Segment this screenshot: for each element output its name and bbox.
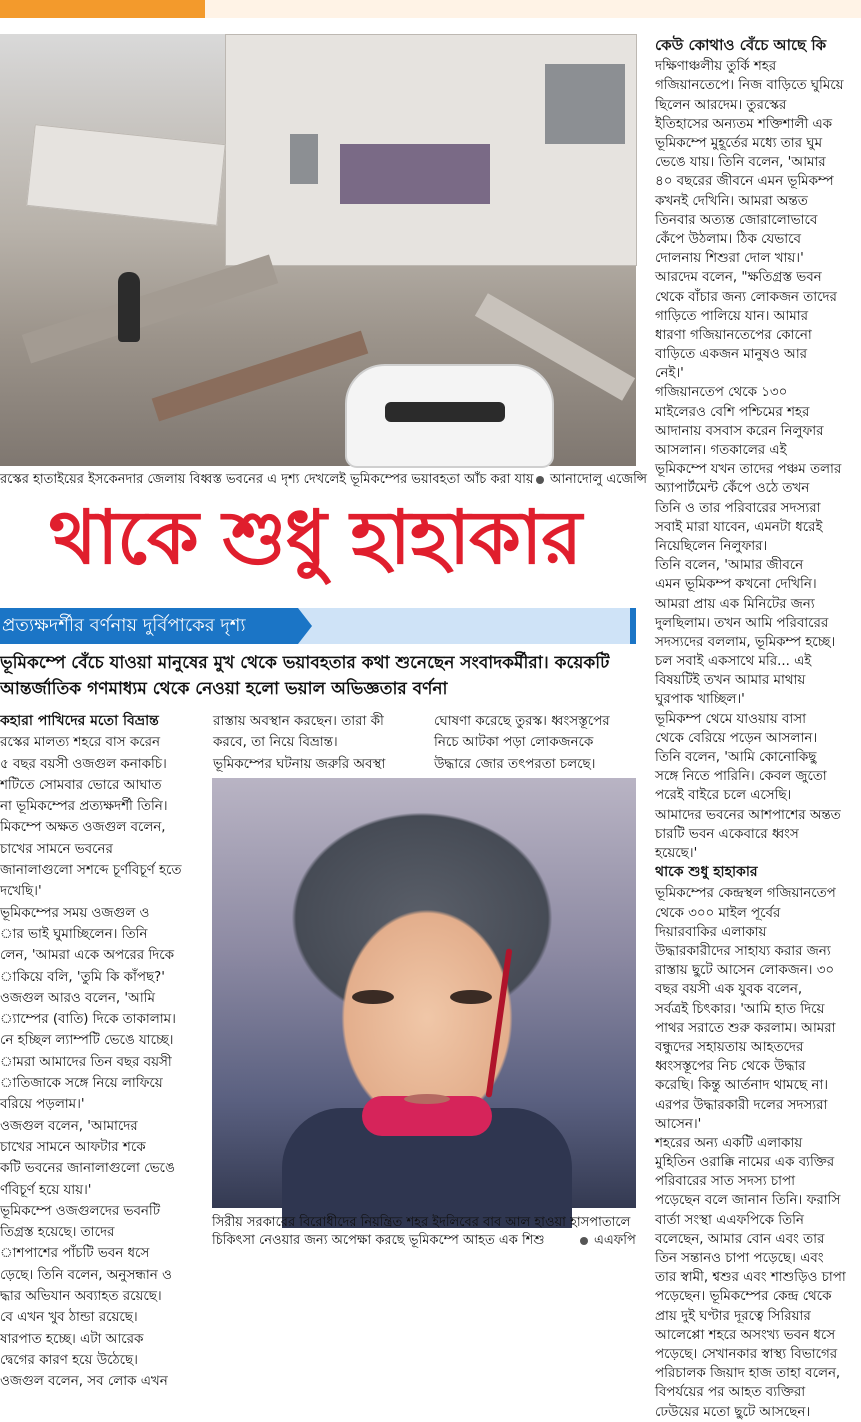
sidebar-line: আসলান। গতকালের এই xyxy=(655,443,787,459)
sidebar-subhead: থাকে শুধু হাহাকার xyxy=(655,864,758,881)
column-1-line: বে এখন খুব ঠান্ডা রয়েছে। xyxy=(0,1310,138,1326)
column-1-line: কহারা পাখিদের মতো বিভ্রান্ত xyxy=(0,713,159,729)
column-1-line: ভূমিকম্পের সময় ওজগুল ও xyxy=(0,905,150,921)
column-2-line: করবে, তা নিয়ে বিভ্রান্ত। xyxy=(213,735,338,751)
column-1-line: মিকম্পে অক্ষত ওজগুল বলেন, xyxy=(0,820,166,836)
article-column-1 xyxy=(0,711,200,1393)
sidebar-line: ভূমিকম্প থেমে যাওয়ায় বাসা xyxy=(655,711,806,727)
column-1-line: জানালাগুলো সশব্দে চূর্ণবিচূর্ণ হতে xyxy=(0,863,182,879)
sidebar-line: তিন সন্তানও চাপা পড়েছে। এবং xyxy=(655,1251,824,1267)
column-1-line: বরিয়ে পড়লাম।' xyxy=(0,1097,85,1113)
sidebar-line: মুহিতিন ওরাক্কি নামের এক ব্যক্তির xyxy=(655,1155,835,1171)
rescuer-figure xyxy=(118,272,140,342)
sidebar-line: কেঁপে উঠলাম। ঠিক যেভাবে xyxy=(655,231,801,247)
sidebar-line: তার স্বামী, শ্বশুর এবং শাশুড়িও চাপা xyxy=(655,1270,846,1286)
sidebar-line: তিনি বলেন, 'আমার জীবনে xyxy=(655,558,804,574)
sidebar-line: ধ্বংসস্তূপের নিচ থেকে উদ্ধার xyxy=(655,1059,806,1075)
sidebar-line: দিয়ারবাকির এলাকায় xyxy=(655,924,767,940)
sidebar-line: অ্যাপার্টমেন্ট কেঁপে ওঠে তখন xyxy=(655,481,810,497)
column-1-line: ড়েছে। তিনি বলেন, অনুসন্ধান ও xyxy=(0,1267,172,1283)
photo2-credit: এএফপি xyxy=(580,1232,636,1250)
column-1-line: না ভূমিকম্পের প্রত্যক্ষদর্শী তিনি। xyxy=(0,799,168,815)
intro-line: আন্তর্জাতিক গণমাধ্যম থেকে নেওয়া হলো ভয়াল অভিজ্ঞতার বর্ণনা xyxy=(0,679,448,699)
column-1-line: র্ণবিচূর্ণ হয়ে যায়।' xyxy=(0,1182,92,1198)
sidebar-line: মাইলেরও বেশি পশ্চিমের শহর xyxy=(655,404,810,420)
sidebar-line: সদস্যদের বললাম, ভূমিকম্প হচ্ছে। xyxy=(655,634,836,650)
photo2-caption-line: সিরীয় সরকারের বিরোধীদের নিয়ন্ত্রিত শহর ইদলিবের বাব আল হাওয়া হাসপাতালে xyxy=(212,1215,631,1230)
column-1-line: দ্ধার অভিযান অব্যাহত রয়েছে। xyxy=(0,1289,162,1305)
sidebar-line: পড়েছেন। ভূমিকম্পের কেন্দ্র থেকে xyxy=(655,1289,832,1305)
sidebar-line: এরপর উদ্ধারকারী দলের সদস্যরা xyxy=(655,1097,828,1113)
column-1-line: নে হচ্ছিল ল্যাম্পটি ভেঙে যাচ্ছে। xyxy=(0,1033,174,1049)
sidebar-line: শহরের অন্য একটি এলাকায় xyxy=(655,1135,803,1151)
top-color-bar xyxy=(0,0,861,18)
credit-dot-icon xyxy=(536,476,544,484)
column-1-line: াতিজাকে সঙ্গে নিয়ে লাফিয়ে xyxy=(0,1076,163,1092)
sidebar-line: বন্ধুদের সহায়তায় আহতদের xyxy=(655,1039,804,1055)
sidebar-line: পড়েছেন বলে জানান তিনি। ফরাসি xyxy=(655,1193,841,1209)
article-column-3 xyxy=(434,711,639,775)
sidebar-line: চারটি ভবন একেবারে ধ্বংস xyxy=(655,826,799,842)
sidebar-line: বিপর্যয়ের পর আহত ব্যক্তিরা xyxy=(655,1385,806,1401)
sidebar-line: দক্ষিণাঞ্চলীয় তুর্কি শহর xyxy=(655,59,777,75)
sidebar-line: দোলনায় শিশুরা দোল খায়।' xyxy=(655,251,804,267)
banner-end-bar xyxy=(630,608,636,644)
sidebar-line: থেকে বাঁচার জন্য লোকজন তাদের xyxy=(655,289,837,305)
column-1-line: রস্কের মালত্য শহরে বাস করেন xyxy=(0,735,161,751)
sidebar-line: গাড়িতে পালিয়ে যান। আমার xyxy=(655,308,808,324)
intro-paragraph xyxy=(0,650,636,702)
column-1-line: াশপাশের পাঁচটি ভবন ধসে xyxy=(0,1246,150,1262)
sidebar-line: পরিবারের সাত সদস্য চাপা xyxy=(655,1174,795,1190)
sidebar-line: রাস্তায় ছুটে আসেন লোকজন। ৩০ xyxy=(655,963,835,979)
column-1-line: কটি ভবনের জানালাগুলো ভেঙে xyxy=(0,1161,175,1177)
sidebar-line: তিনি ও তার পরিবারের সদস্যরা xyxy=(655,500,821,516)
sidebar-line: বিষয়টিই তখন আমার মাথায় xyxy=(655,673,806,689)
sidebar-line: নেই।' xyxy=(655,366,684,382)
sidebar-line: আমরা প্রায় এক মিনিটের জন্য xyxy=(655,596,815,612)
sidebar-line: ভূমিকম্পে মুহূর্তের মধ্যে তার ঘুম xyxy=(655,136,823,152)
section-banner xyxy=(0,608,636,644)
column-2-line: ভূমিকম্পের ঘটনায় জরুরি অবস্থা xyxy=(213,756,386,772)
collapsed-building-photo xyxy=(0,34,636,466)
sidebar-title: কেউ কোথাও বেঁচে আছে কি xyxy=(655,36,827,54)
sidebar-line: আমাদের ভবনের আশপাশের অন্তত xyxy=(655,807,841,823)
injured-child-photo xyxy=(212,778,636,1208)
sidebar-line: পড়েছে। সেখানকার স্বাস্থ্য বিভাগের xyxy=(655,1346,838,1362)
column-1-line: ওজগুল বলেন, 'আমাদের xyxy=(0,1118,138,1134)
intro-line: ভূমিকম্পে বেঁচে যাওয়া মানুষের মুখ থেকে ভয়াবহতার কথা শুনেছেন সংবাদকর্মীরা। কয়েকটি xyxy=(0,653,610,673)
column-1-line: ার ভাই ঘুমাচ্ছিলেন। তিনি xyxy=(0,926,148,942)
sidebar-line: সর্বত্রই চিৎকার। 'আমি হাত দিয়ে xyxy=(655,1001,825,1017)
sidebar-line: দুলছিলাম। তখন আমি পরিবারের xyxy=(655,615,829,631)
sidebar-line: থেকে বেরিয়ে পড়েন আসলান। xyxy=(655,730,818,746)
column-1-line: ামরা আমাদের তিন বছর বয়সী xyxy=(0,1054,172,1070)
sidebar-line: ভূমিকম্পে যখন তাদের পঞ্চম তলার xyxy=(655,462,842,478)
sidebar-line: বার্তা সংস্থা এএফপিকে তিনি xyxy=(655,1212,804,1228)
sidebar-line: এমন ভূমিকম্প কখনো দেখিনি। xyxy=(655,577,817,593)
sidebar-line: ভূমিকম্পের কেন্দ্রস্থল গজিয়ানতেপ xyxy=(655,886,836,902)
banner-label: প্রত্যক্ষদর্শীর বর্ণনায় দুর্বিপাকের দৃশ্য xyxy=(0,608,298,644)
sidebar-line: গজিয়ানতেপে। নিজ বাড়িতে ঘুমিয়ে xyxy=(655,78,844,94)
sidebar-line: ছিলেন আরদেম। তুরস্কের xyxy=(655,97,787,113)
sidebar-line: আসেন।' xyxy=(655,1116,702,1132)
column-1-line: দখেছি।' xyxy=(0,884,42,900)
main-headline: থাকে শুধু হাহাকার xyxy=(48,495,582,581)
sidebar-line: পরেই বাইরে চলে এসেছি। xyxy=(655,788,792,804)
sidebar-line: তিনি বলেন, 'আমি কোনোকিছু xyxy=(655,750,817,766)
sidebar-line: সঙ্গে নিতে পারিনি। কেবল জুতো xyxy=(655,769,827,785)
sidebar-line: ঘুরপাক খাচ্ছিল।' xyxy=(655,692,745,708)
column-1-line: লেন, 'আমরা একে অপরের দিকে xyxy=(0,948,175,964)
column-3-line: নিচে আটকা পড়া লোকজনকে xyxy=(434,735,594,751)
sidebar-line: প্রায় দুই ঘণ্টার দূরত্বে সিরিয়ার xyxy=(655,1308,811,1324)
sidebar-line: কখনই দেখিনি। আমরা অন্তত xyxy=(655,193,808,209)
sidebar-line: থেকে ৩০০ মাইল পূর্বের xyxy=(655,905,781,921)
sidebar-line: গজিয়ানতেপ থেকে ১৩০ xyxy=(655,385,788,401)
sidebar-line: হয়েছে।' xyxy=(655,845,698,861)
sidebar-line: পরিচালক জিয়াদ হাজ তাহা বলেন, xyxy=(655,1366,841,1382)
sidebar-line: ভেঙে যায়। তিনি বলেন, 'আমার xyxy=(655,155,826,171)
column-1-line: াকিয়ে বলি, 'তুমি কি কাঁপছ?' xyxy=(0,969,165,985)
top-accent-strip xyxy=(0,0,205,18)
sidebar-line: বাড়িতে একজন মানুষও আর xyxy=(655,347,807,363)
article-column-2 xyxy=(213,711,423,775)
sidebar-line: উদ্ধারকারীদের সাহায্য করার জন্য xyxy=(655,944,831,960)
column-1-line: চাখের সামনে ভবনের xyxy=(0,841,113,857)
credit-dot-icon xyxy=(580,1237,588,1245)
sidebar-line: বলেছেন, আমার বোন এবং তার xyxy=(655,1231,825,1247)
sidebar-line: তিনবার অত্যন্ত জোরালোভাবে xyxy=(655,212,818,228)
sidebar-line: ঢেউয়ের মতো ছুটে আসছেন। xyxy=(655,1404,811,1420)
sidebar-line: আদানায় বসবাস করেন নিলুফার xyxy=(655,423,824,439)
column-1-line: ওজগুল বলেন, সব লোক এখন xyxy=(0,1374,168,1390)
photo2-caption-line: চিকিৎসা নেওয়ার জন্য অপেক্ষা করছে ভূমিকম্পে আহত এক শিশু xyxy=(212,1233,545,1248)
column-1-line: দ্বেগের কারণ হয়ে উঠেছে। xyxy=(0,1352,138,1368)
sidebar-line: পাথর সরাতে শুরু করলাম। আমরা xyxy=(655,1020,836,1036)
sidebar-line: আলেপ্পো শহরে অসংখ্য ভবন ধসে xyxy=(655,1327,836,1343)
column-1-line: চাখের সামনে আফটার শকে xyxy=(0,1139,146,1155)
column-1-line: তিগ্রস্ত হয়েছে। তাদের xyxy=(0,1225,115,1241)
sidebar-line: বছর বয়সী এক যুবক বলেন, xyxy=(655,982,803,998)
column-1-line: ওজগুল আরও বলেন, 'আমি xyxy=(0,990,155,1006)
column-2-line: রাস্তায় অবস্থান করছেন। তারা কী xyxy=(213,714,384,729)
column-1-line: ্যাম্পের (বাতি) দিকে তাকালাম। xyxy=(0,1012,176,1028)
sidebar-line: ৪০ বছরের জীবনে এমন ভূমিকম্প xyxy=(655,174,834,190)
column-1-line: ৫ বছর বয়সী ওজগুল কনাকচি। xyxy=(0,756,167,772)
column-1-line: ভূমিকম্পে ওজগুলদের ভবনটি xyxy=(0,1203,161,1219)
photo1-credit: আনাদোলু এজেন্সি xyxy=(536,471,647,489)
sidebar-line: চল সবাই একসাথে মরি... এই xyxy=(655,654,812,670)
sidebar-line: আরদেম বলেন, "ক্ষতিগ্রস্ত ভবন xyxy=(655,270,822,286)
sidebar-line: ইতিহাসের অন্যতম শক্তিশালী এক xyxy=(655,116,833,132)
sidebar-line: ধারণা গজিয়ানতেপের কোনো xyxy=(655,327,812,343)
sidebar-article xyxy=(655,36,861,1422)
sidebar-line: করেছি। কিন্তু আর্তনাদ থামছে না। xyxy=(655,1078,829,1094)
column-3-line: ঘোষণা করেছে তুরস্ক। ধ্বংসস্তূপের xyxy=(434,714,610,729)
sidebar-line: নিয়েছিলেন নিলুফার। xyxy=(655,538,768,554)
photo1-caption: রস্কের হাতাইয়ের ইসকেনদার জেলায় বিধ্বস্ত ভবনের এ দৃশ্য দেখলেই ভূমিকম্পের ভয়াবহতা আঁচ করা যায় xyxy=(0,472,534,487)
sidebar-line: সবাই মারা যাবেন, এমনটা ধরেই xyxy=(655,519,823,535)
column-3-line: উদ্ধারে জোর তৎপরতা চলছে। xyxy=(434,756,596,772)
column-1-line: শটিতে সোমবার ভোরে আঘাত xyxy=(0,777,162,793)
column-1-line: ষারপাত হচ্ছে। এটা আরেক xyxy=(0,1331,144,1347)
